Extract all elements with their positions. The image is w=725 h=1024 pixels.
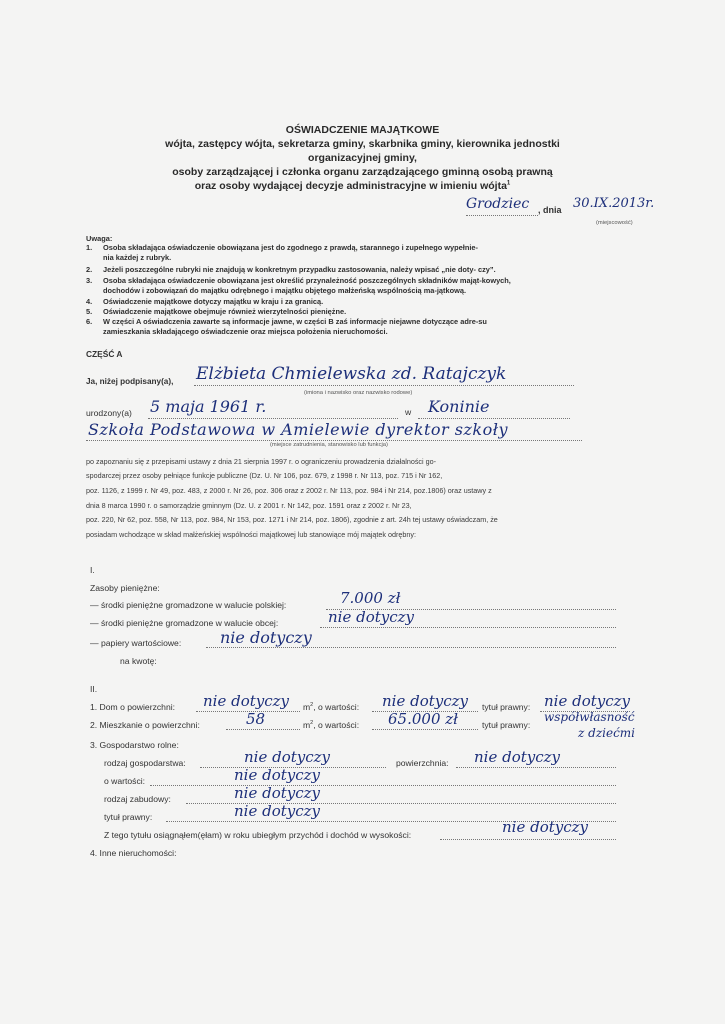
farm-title-value: nie dotyczy: [234, 802, 321, 820]
note-item: 3. Osoba składająca oświadczenie obowiązana jest określić przynależność poszczególnych składników mająt-kowych,: [86, 276, 511, 285]
house-label: 1. Dom o powierzchni:: [90, 702, 176, 712]
title-line-2: organizacyjnej gminy,: [308, 152, 417, 164]
house-title-value: nie dotyczy: [544, 692, 631, 710]
foreign-funds-value: nie dotyczy: [328, 608, 415, 626]
signer-caption: (imiona i nazwisko oraz nazwisko rodowe): [304, 390, 413, 396]
flat-value-dotted-line: [372, 729, 478, 730]
pln-funds-value: 7.000 zł: [340, 589, 401, 607]
part-a-heading: CZĘŚĆ A: [86, 349, 123, 359]
statute-line: posiadam wchodzące w skład małżeńskiej wspólności majątkowej lub stanowiące mój majątek odrębny:: [86, 530, 416, 539]
workplace-caption: (miejsce zatrudnienia, stanowisko lub funkcja): [270, 442, 388, 448]
signer-label: Ja, niżej podpisany(a),: [86, 377, 174, 386]
date-handwritten: 30.IX.2013r.: [573, 196, 655, 211]
house-unit: $m^2$, o wartości:: [303, 702, 360, 712]
income-dotted-line: [440, 839, 616, 840]
note-item: 4. Oświadczenie majątkowe dotyczy majątku w kraju i za granicą.: [86, 297, 324, 306]
income-label: Z tego tytułu osiągnąłem(ęłam) w roku ubiegłym przychód i dochód w wysokości:: [104, 830, 412, 840]
born-place-dotted-line: [418, 418, 570, 419]
note-item: zamieszkania składającego oświadczenie oraz miejsca położenia nieruchomości.: [103, 327, 388, 336]
statute-line: poz. 220, Nr 62, poz. 558, Nr 113, poz. 984, Nr 153, poz. 1271 i Nr 214, poz. 1806), zgodnie z art. 24h tej ustawy oświadczam, że: [86, 515, 498, 524]
born-place-handwritten: Koninie: [428, 397, 490, 416]
farm-value-value: nie dotyczy: [234, 766, 321, 784]
farm-type-value: nie dotyczy: [244, 748, 331, 766]
building-type-label: rodzaj zabudowy:: [104, 794, 171, 804]
flat-label: 2. Mieszkanie o powierzchni:: [90, 720, 200, 730]
statute-line: spodarczej przez osoby pełniące funkcje publiczne (Dz. U. Nr 106, poz. 679, z 1998 r. Nr 113, poz. 715 i Nr 162,: [86, 471, 443, 480]
securities-value: nie dotyczy: [220, 628, 312, 647]
section-1-heading: Zasoby pieniężne:: [90, 583, 160, 593]
note-item: dochodów i zobowiązań do majątku odrębnego i majątku objętego małżeńską wspólnością ma-jątkową.: [103, 286, 467, 295]
born-date-handwritten: 5 maja 1961 r.: [150, 397, 267, 416]
foreign-funds-dotted-line: [320, 627, 616, 628]
workplace-handwritten: Szkoła Podstawowa w Amielewie dyrektor szkoły: [88, 420, 508, 439]
flat-unit: $m^2$, o wartości:: [303, 720, 360, 730]
signer-dotted-line: [194, 385, 574, 386]
title-line-3: osoby zarządzającej i członka organu zarządzającego gminną osobą prawną: [172, 166, 553, 178]
signer-name-handwritten: Elżbieta Chmielewska zd. Ratajczyk: [196, 364, 507, 384]
flat-title-label: tytuł prawny:: [482, 720, 531, 730]
note-item: nia każdej z rubryk.: [103, 253, 172, 262]
foreign-funds-label: — środki pieniężne gromadzone w walucie obcej:: [90, 618, 279, 628]
farm-area-value: nie dotyczy: [474, 748, 561, 766]
born-in-label: w: [405, 407, 412, 417]
document-title: OŚWIADCZENIE MAJĄTKOWE: [285, 124, 440, 136]
statute-line: poz. 1126, z 1999 r. Nr 49, poz. 483, z 2000 r. Nr 26, poz. 306 oraz z 2002 r. Nr 113, poz. 984 i Nr 214, poz.1806) oraz ustawy z: [86, 486, 492, 495]
flat-area-dotted-line: [226, 729, 300, 730]
flat-title-value-2: z dziećmi: [578, 726, 636, 740]
income-value: nie dotyczy: [502, 818, 589, 836]
farm-value-dotted-line: [150, 785, 616, 786]
farm-type-label: rodzaj gospodarstwa:: [104, 758, 186, 768]
place-handwritten: Grodziec: [466, 196, 530, 212]
farm-value-label: o wartości:: [104, 776, 146, 786]
house-area-value: nie dotyczy: [203, 692, 290, 710]
date-label: , dnia: [538, 205, 562, 215]
note-item: 6. W części A oświadczenia zawarte są informacje jawne, w części B zaś informacje niejawne dotyczące adre-su: [86, 317, 487, 326]
farm-heading: 3. Gospodarstwo rolne:: [90, 740, 179, 750]
title-line-1: wójta, zastępcy wójta, sekretarza gminy, skarbnika gminy, kierownika jednostki: [165, 138, 560, 150]
other-property-label: 4. Inne nieruchomości:: [90, 848, 177, 858]
workplace-dotted-line: [86, 440, 582, 441]
farm-area-label: powierzchnia:: [396, 758, 449, 768]
flat-area-value: 58: [246, 710, 266, 728]
title-line-4: oraz osoby wydającej decyzje administracyjne w imieniu wójta$^1$: [194, 180, 511, 192]
place-caption: (miejscowość): [596, 220, 633, 226]
flat-title-value: współwłasność: [544, 710, 635, 724]
pln-funds-label: — środki pieniężne gromadzone w walucie polskiej:: [90, 600, 287, 610]
house-title-label: tytuł prawny:: [482, 702, 531, 712]
amount-label: na kwotę:: [120, 656, 157, 666]
flat-value: 65.000 zł: [388, 710, 459, 728]
note-item: 1. Osoba składająca oświadczenie obowiązana jest do zgodnego z prawdą, starannego i zupełnego wypełnie-: [86, 243, 478, 252]
born-date-dotted-line: [148, 418, 398, 419]
farm-area-dotted-line: [456, 767, 616, 768]
note-item: 2. Jeżeli poszczególne rubryki nie znajdują w konkretnym przypadku zastosowania, należy wpisać „nie doty- czy”.: [86, 265, 496, 274]
securities-label: — papiery wartościowe:: [90, 638, 182, 648]
notes-heading: Uwaga:: [86, 234, 113, 243]
securities-dotted-line: [206, 647, 616, 648]
section-2-numeral: II.: [90, 684, 98, 694]
building-type-value: nie dotyczy: [234, 784, 321, 802]
house-value: nie dotyczy: [382, 692, 469, 710]
statute-line: dnia 8 marca 1990 r. o samorządzie gminnym (Dz. U. z 2001 r. Nr 142, poz. 1591 oraz z 2002 r. Nr 23,: [86, 501, 412, 510]
statute-line: po zapoznaniu się z przepisami ustawy z dnia 21 sierpnia 1997 r. o ograniczeniu prowadzenia działalności go-: [86, 457, 436, 466]
born-label: urodzony(a): [86, 408, 132, 418]
place-dotted-line: [466, 215, 538, 216]
section-1-numeral: I.: [90, 565, 95, 575]
note-item: 5. Oświadczenie majątkowe obejmuje również wierzytelności pieniężne.: [86, 307, 347, 316]
farm-title-label: tytuł prawny:: [104, 812, 153, 822]
